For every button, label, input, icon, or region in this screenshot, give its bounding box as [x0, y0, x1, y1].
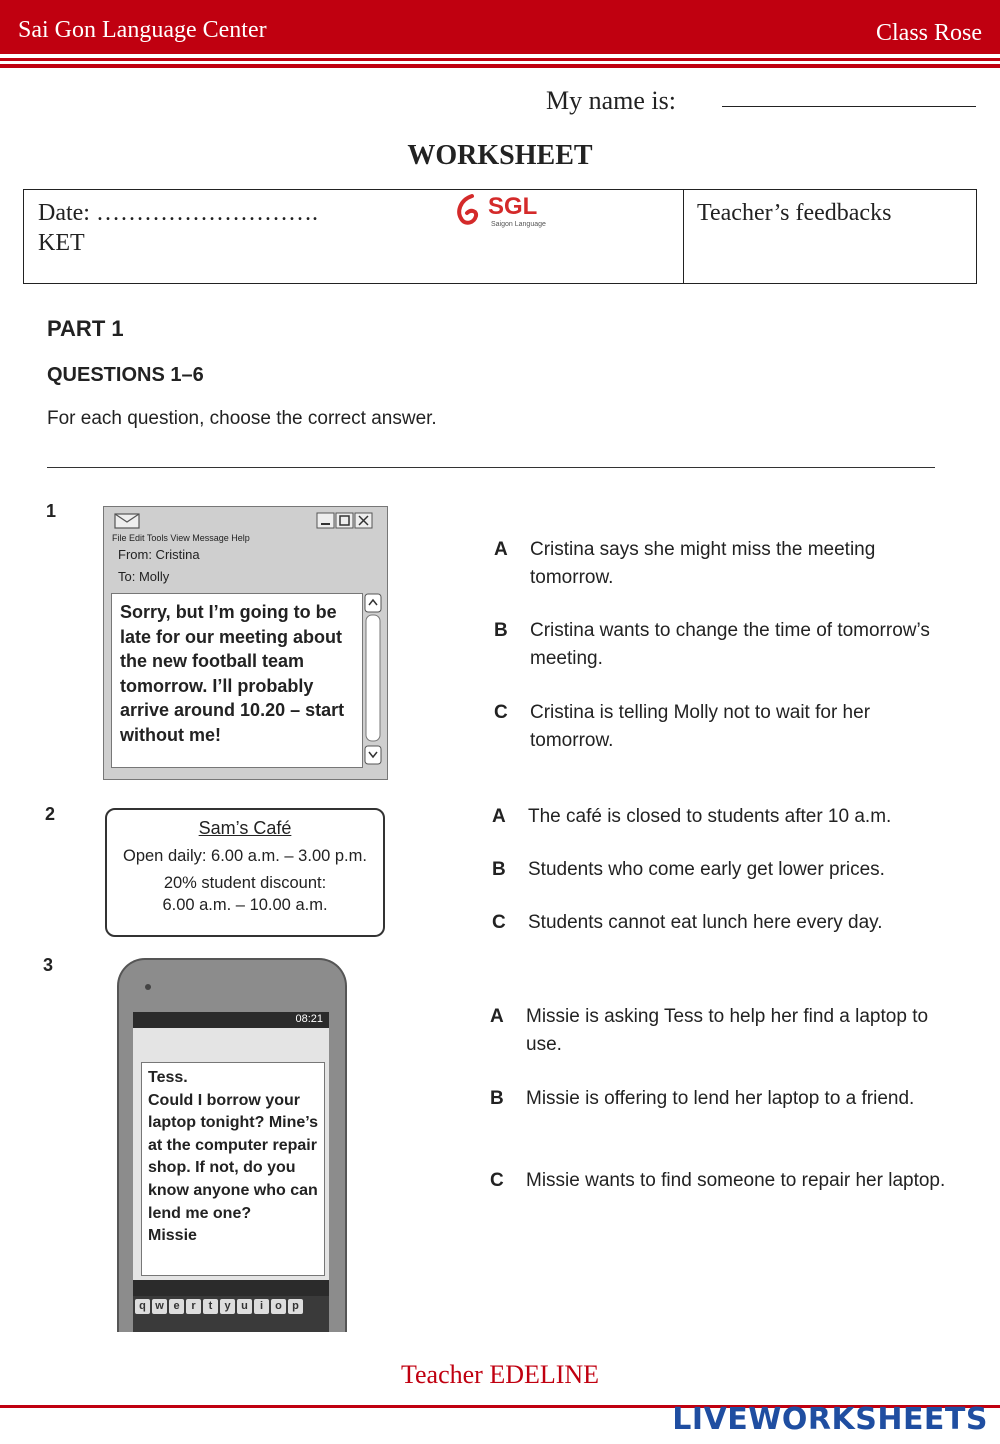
email-to: To: Molly: [118, 569, 170, 584]
teacher-name: Teacher EDELINE: [400, 1360, 600, 1389]
keyboard-key: t: [203, 1299, 218, 1314]
keyboard-key: r: [186, 1299, 201, 1314]
cafe-sign: [105, 808, 385, 937]
header-divider: [0, 58, 1000, 61]
cafe-discount: 20% student discount:: [163, 874, 327, 892]
keyboard-key: i: [254, 1299, 269, 1314]
phone-camera: [145, 984, 151, 990]
question-number-3: 3: [43, 955, 54, 975]
logo-text: SGL: [488, 193, 538, 220]
phone-message: Tess. Could I borrow your laptop tonight? Mine’s at the computer repair shop. If not, do you know anyone who can lend me one? Missie: [148, 1069, 319, 1245]
page-title: WORKSHEET: [407, 140, 593, 171]
part-heading: PART 1: [47, 316, 124, 341]
question-number-2: 2: [45, 804, 56, 824]
header-divider-thick: [0, 64, 1000, 68]
phone-nav-bar: [133, 1280, 329, 1296]
keyboard-key: o: [271, 1299, 286, 1314]
email-menu: File Edit Tools View Message Help: [112, 533, 250, 543]
date-field: Date: ……………………….: [38, 200, 318, 226]
info-box: [23, 189, 977, 284]
question-number-1: 1: [46, 501, 57, 521]
phone-keyboard: [133, 1296, 329, 1332]
keyboard-key: y: [220, 1299, 235, 1314]
name-input-line[interactable]: [722, 106, 976, 107]
phone-status-bar: [133, 1012, 329, 1028]
feedback-label: Teacher’s feedbacks: [697, 200, 892, 226]
instruction: For each question, choose the correct answer.: [47, 408, 437, 429]
keyboard-key: e: [169, 1299, 184, 1314]
section-rule: [47, 467, 935, 468]
level-label: KET: [38, 230, 85, 256]
phone-time: 08:21: [295, 1013, 323, 1025]
cafe-hours: Open daily: 6.00 a.m. – 3.00 p.m.: [123, 847, 367, 865]
cafe-name: Sam’s Café: [198, 818, 292, 838]
cafe-discount-hours: 6.00 a.m. – 10.00 a.m.: [162, 896, 328, 914]
info-divider: [683, 190, 684, 283]
email-window: [103, 506, 388, 780]
phone-illustration: [117, 958, 347, 1332]
sgl-logo: [454, 190, 564, 234]
keyboard-key: p: [288, 1299, 303, 1314]
keyboard-key: w: [152, 1299, 167, 1314]
center-name: Sai Gon Language Center: [18, 17, 267, 43]
email-message: Sorry, but I’m going to be late for our meeting about the new football team tomorrow. I’ll probably arrive around 10.20 – start without me!: [120, 602, 345, 745]
class-name: Class Rose: [875, 20, 982, 46]
keyboard-key: q: [135, 1299, 150, 1314]
name-label: My name is:: [546, 86, 676, 115]
email-scrollbar[interactable]: [364, 593, 382, 766]
phone-message-box: [141, 1062, 325, 1276]
email-titlebar: [114, 511, 384, 531]
liveworksheets-logo: LIVEWORKSHEETS: [672, 1402, 988, 1437]
logo-subtext: Saigon Language: [491, 221, 546, 228]
questions-heading: QUESTIONS 1–6: [47, 364, 204, 386]
email-from: From: Cristina: [118, 547, 200, 562]
keyboard-key: u: [237, 1299, 252, 1314]
email-body: [111, 593, 363, 768]
header-bar: [0, 0, 1000, 54]
